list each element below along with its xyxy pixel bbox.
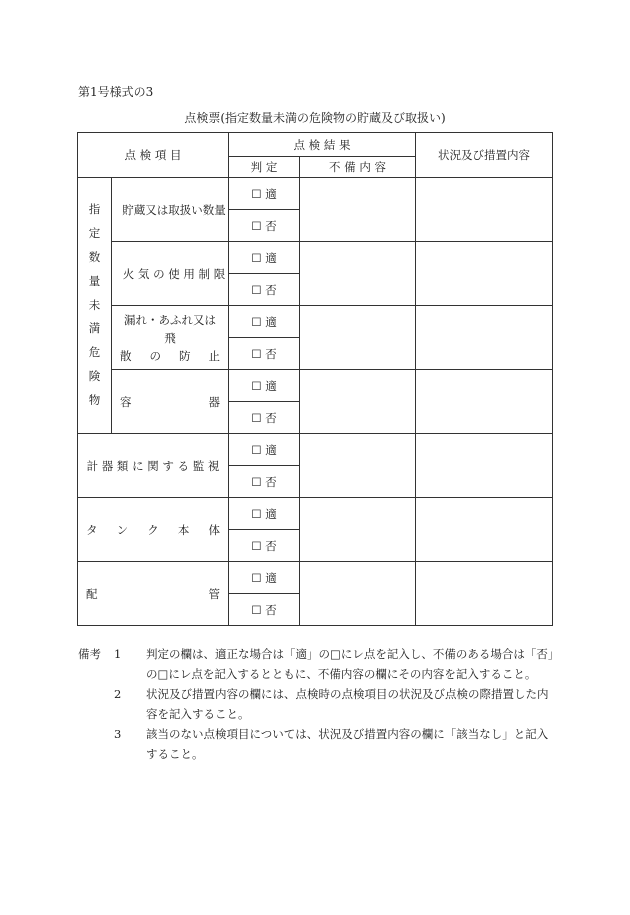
- item-fire: 火 気 の 使 用 制 限: [112, 242, 229, 306]
- header-item: 点 検 項 目: [78, 133, 229, 178]
- defect-cell[interactable]: [300, 306, 416, 370]
- defect-cell[interactable]: [300, 242, 416, 306]
- checkbox-ng[interactable]: ☐ 否: [229, 210, 300, 242]
- group-label-cell: [78, 178, 112, 434]
- item-piping: 配 管: [78, 562, 229, 626]
- item-gauge: 計 器 類 に 関 す る 監 視: [78, 434, 229, 498]
- checkbox-ng[interactable]: ☐ 否: [229, 530, 300, 562]
- checkbox-ok[interactable]: ☐ 適: [229, 498, 300, 530]
- status-cell[interactable]: [416, 370, 553, 434]
- header-defect: 不 備 内 容: [300, 157, 416, 178]
- checkbox-ok[interactable]: ☐ 適: [229, 562, 300, 594]
- checkbox-ok[interactable]: ☐ 適: [229, 370, 300, 402]
- status-cell[interactable]: [416, 562, 553, 626]
- status-cell[interactable]: [416, 242, 553, 306]
- remark-item: 3 該当のない点検項目については、状況及び措置内容の欄に「該当なし」と記入すること。: [114, 727, 549, 761]
- item-leak: 漏れ・あふれ又は飛 散 の 防 止: [112, 306, 229, 370]
- checkbox-ok[interactable]: ☐ 適: [229, 242, 300, 274]
- checkbox-ok[interactable]: ☐ 適: [229, 178, 300, 210]
- checkbox-ok[interactable]: ☐ 適: [229, 306, 300, 338]
- status-cell[interactable]: [416, 498, 553, 562]
- remark-item: 備考 1 判定の欄は、適正な場合は「適」の□にレ点を記入し、不備のある場合は「否」の□にレ点を記入するとともに、不備内容の欄にその内容を記入すること。: [78, 644, 558, 684]
- checkbox-ng[interactable]: ☐ 否: [229, 274, 300, 306]
- checkbox-ng[interactable]: ☐ 否: [229, 402, 300, 434]
- checkbox-ok[interactable]: ☐ 適: [229, 434, 300, 466]
- defect-cell[interactable]: [300, 498, 416, 562]
- group-label: 指 定 数 量 未 満 危 険 物: [88, 202, 101, 407]
- checkbox-ng[interactable]: ☐ 否: [229, 594, 300, 626]
- remarks-lead: 備考: [78, 647, 101, 661]
- header-result: 点 検 結 果: [229, 133, 416, 157]
- checkbox-ng[interactable]: ☐ 否: [229, 338, 300, 370]
- item-storage: 貯蔵又は取扱い数量: [112, 178, 229, 242]
- remarks: [78, 644, 558, 764]
- checkbox-ng[interactable]: ☐ 否: [229, 466, 300, 498]
- defect-cell[interactable]: [300, 370, 416, 434]
- item-tank: タ ン ク 本 体: [78, 498, 229, 562]
- header-status: 状況及び措置内容: [416, 133, 553, 178]
- defect-cell[interactable]: [300, 562, 416, 626]
- header-judgment: 判 定: [229, 157, 300, 178]
- item-container: 容 器: [112, 370, 229, 434]
- form-number: 第1号様式の3: [78, 85, 154, 99]
- status-cell[interactable]: [416, 178, 553, 242]
- defect-cell[interactable]: [300, 178, 416, 242]
- status-cell[interactable]: [416, 434, 553, 498]
- inspection-table: [77, 132, 553, 626]
- status-cell[interactable]: [416, 306, 553, 370]
- defect-cell[interactable]: [300, 434, 416, 498]
- remark-item: 2 状況及び措置内容の欄には、点検時の点検項目の状況及び点検の際措置した内容を記入すること。: [114, 687, 549, 721]
- form-title: 点検票(指定数量未満の危険物の貯蔵及び取扱い): [184, 111, 446, 125]
